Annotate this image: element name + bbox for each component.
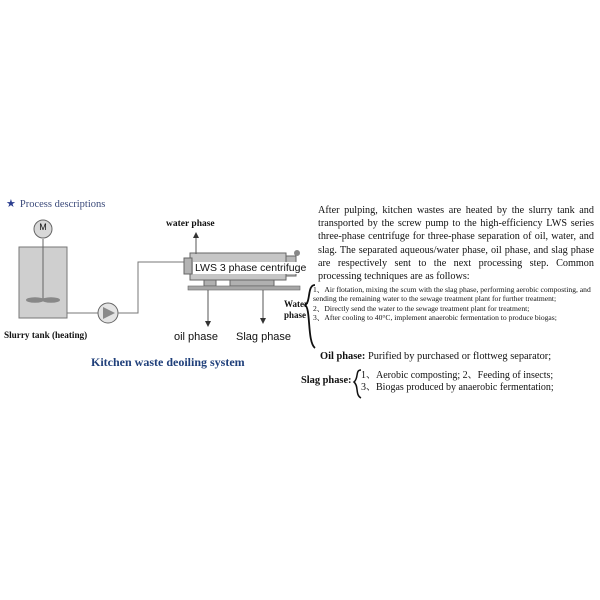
pipe-pump-to-centrifuge [118, 262, 190, 313]
slag-phase-list [361, 370, 554, 395]
list-item: 1、Air flotation, mixing the scum with the slag phase, performing aerobic composting, and sending the remaining water to the sewage treatment plant for further treatment; [313, 285, 591, 304]
diagram-caption: Kitchen waste deoiling system [91, 355, 245, 369]
process-descriptions-title [6, 197, 105, 210]
slag-phase-label: Slag phase: [301, 375, 352, 386]
screw-pump-icon [98, 303, 118, 323]
slurry-tank [19, 239, 67, 318]
list-item: 3、After cooling to 40°C, implement anaerobic fermentation to produce biogas; [313, 313, 557, 323]
oil-phase-label: Oil phase: [320, 351, 366, 362]
section-title-text: Process descriptions [19, 199, 106, 210]
list-item: 3、Biogas produced by anaerobic fermentation; [361, 382, 554, 394]
star-icon: ★ [6, 198, 16, 210]
oil-outlet-label: oil phase [174, 331, 219, 343]
process-description: After pulping, kitchen wastes are heated by the slurry tank and transported by the screw pump to the high-efficiency LWS series three-phase centrifuge for three-phase separation of oil, water, and slag. The separated aqueous/water phase, oil phase, and slag phase are respectively sent to the next processing step. Common processing techniques are as follows: [318, 205, 594, 283]
centrifuge-label: LWS 3 phase centrifuge [195, 262, 307, 274]
list-item: 2、Directly send the water to the sewage treatment plant for treatment; [313, 303, 530, 313]
list-item: 1、Aerobic composting; 2、Feeding of insects; [361, 370, 554, 381]
water-outlet-label: water phase [166, 219, 215, 229]
oil-phase-text: Purified by purchased or flottweg separator; [367, 351, 552, 362]
slag-phase-brace [354, 370, 361, 398]
slag-outlet-label: Slag phase [236, 331, 292, 343]
tank-label: Slurry tank (heating) [4, 330, 88, 340]
slag-outlet-arrow [260, 290, 266, 324]
water-outlet-arrow [193, 232, 199, 254]
water-phase-list [313, 285, 598, 323]
water-phase-label: Water phase [284, 299, 308, 320]
motor-label: M [39, 222, 47, 232]
oil-phase-row [320, 351, 551, 362]
oil-outlet-arrow [205, 290, 211, 327]
